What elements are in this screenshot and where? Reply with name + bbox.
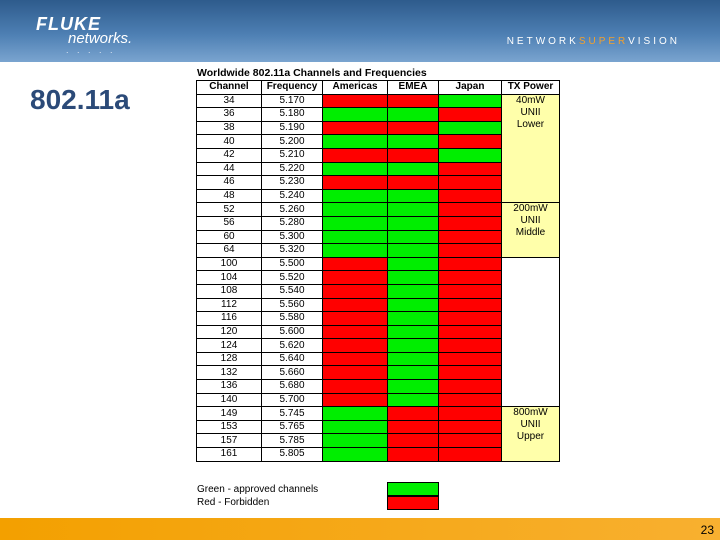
emea-status-cell bbox=[388, 448, 439, 462]
japan-status-cell bbox=[439, 312, 502, 326]
frequency-cell: 5.700 bbox=[262, 393, 323, 407]
frequency-cell: 5.170 bbox=[262, 94, 323, 108]
emea-status-cell bbox=[388, 162, 439, 176]
emea-status-cell bbox=[388, 135, 439, 149]
emea-status-cell bbox=[388, 244, 439, 258]
japan-status-cell bbox=[439, 230, 502, 244]
channel-cell: 112 bbox=[197, 298, 262, 312]
channel-cell: 128 bbox=[197, 352, 262, 366]
brand-logo-fluke: FLUKE bbox=[36, 14, 101, 34]
americas-status-cell bbox=[323, 148, 388, 162]
table-header-row bbox=[197, 81, 560, 95]
emea-status-cell bbox=[388, 380, 439, 394]
japan-status-cell bbox=[439, 434, 502, 448]
channel-cell: 149 bbox=[197, 407, 262, 421]
frequency-cell: 5.640 bbox=[262, 352, 323, 366]
tx-power-line: 200mW bbox=[513, 203, 548, 215]
americas-status-cell bbox=[323, 312, 388, 326]
frequency-cell: 5.540 bbox=[262, 284, 323, 298]
emea-status-cell bbox=[388, 148, 439, 162]
channel-cell: 46 bbox=[197, 176, 262, 190]
frequency-cell: 5.210 bbox=[262, 148, 323, 162]
japan-status-cell bbox=[439, 448, 502, 462]
americas-status-cell bbox=[323, 325, 388, 339]
americas-status-cell bbox=[323, 257, 388, 271]
japan-status-cell bbox=[439, 271, 502, 285]
frequency-cell: 5.200 bbox=[262, 135, 323, 149]
japan-status-cell bbox=[439, 216, 502, 230]
footer-bar bbox=[0, 518, 720, 540]
japan-status-cell bbox=[439, 366, 502, 380]
table-row bbox=[197, 94, 560, 108]
tx-power-empty-cell bbox=[502, 257, 560, 407]
japan-status-cell bbox=[439, 257, 502, 271]
tx-power-middle-cell bbox=[502, 203, 560, 257]
channel-frequency-table bbox=[196, 80, 560, 462]
brand-logo-networks: networks. bbox=[68, 30, 133, 47]
tagline-part1: NETWORK bbox=[506, 36, 579, 47]
channel-cell: 56 bbox=[197, 216, 262, 230]
japan-status-cell bbox=[439, 393, 502, 407]
channel-cell: 108 bbox=[197, 284, 262, 298]
col-header-tx-power: TX Power bbox=[502, 81, 560, 95]
tx-power-line: 40mW bbox=[516, 94, 545, 106]
americas-status-cell bbox=[323, 230, 388, 244]
table-body bbox=[197, 94, 560, 461]
frequency-cell: 5.660 bbox=[262, 366, 323, 380]
channel-cell: 120 bbox=[197, 325, 262, 339]
japan-status-cell bbox=[439, 339, 502, 353]
col-header-japan: Japan bbox=[439, 81, 502, 95]
japan-status-cell bbox=[439, 298, 502, 312]
emea-status-cell bbox=[388, 366, 439, 380]
tx-power-line: UNII bbox=[520, 419, 541, 431]
col-header-americas: Americas bbox=[323, 81, 388, 95]
emea-status-cell bbox=[388, 312, 439, 326]
americas-status-cell bbox=[323, 420, 388, 434]
emea-status-cell bbox=[388, 420, 439, 434]
frequency-cell: 5.620 bbox=[262, 339, 323, 353]
legend-red-swatch bbox=[387, 496, 439, 510]
channel-cell: 116 bbox=[197, 312, 262, 326]
americas-status-cell bbox=[323, 352, 388, 366]
channel-cell: 60 bbox=[197, 230, 262, 244]
americas-status-cell bbox=[323, 393, 388, 407]
japan-status-cell bbox=[439, 189, 502, 203]
americas-status-cell bbox=[323, 380, 388, 394]
col-header-frequency: Frequency bbox=[262, 81, 323, 95]
japan-status-cell bbox=[439, 325, 502, 339]
col-header-emea: EMEA bbox=[388, 81, 439, 95]
tagline-part2: SUPER bbox=[578, 36, 629, 47]
americas-status-cell bbox=[323, 407, 388, 421]
emea-status-cell bbox=[388, 94, 439, 108]
emea-status-cell bbox=[388, 121, 439, 135]
frequency-cell: 5.600 bbox=[262, 325, 323, 339]
americas-status-cell bbox=[323, 434, 388, 448]
legend-green-swatch bbox=[387, 482, 439, 496]
emea-status-cell bbox=[388, 434, 439, 448]
channel-cell: 104 bbox=[197, 271, 262, 285]
emea-status-cell bbox=[388, 176, 439, 190]
frequency-cell: 5.520 bbox=[262, 271, 323, 285]
frequency-cell: 5.560 bbox=[262, 298, 323, 312]
slide-title: 802.11a bbox=[30, 84, 130, 115]
emea-status-cell bbox=[388, 407, 439, 421]
americas-status-cell bbox=[323, 284, 388, 298]
emea-status-cell bbox=[388, 339, 439, 353]
tx-power-line: Middle bbox=[515, 227, 546, 239]
tx-power-line: 800mW bbox=[513, 407, 548, 419]
frequency-cell: 5.280 bbox=[262, 216, 323, 230]
tagline bbox=[507, 36, 680, 47]
table-row bbox=[197, 407, 560, 421]
frequency-cell: 5.580 bbox=[262, 312, 323, 326]
emea-status-cell bbox=[388, 203, 439, 217]
americas-status-cell bbox=[323, 216, 388, 230]
page-number: 23 bbox=[700, 523, 714, 537]
frequency-cell: 5.190 bbox=[262, 121, 323, 135]
frequency-cell: 5.500 bbox=[262, 257, 323, 271]
japan-status-cell bbox=[439, 176, 502, 190]
channel-cell: 124 bbox=[197, 339, 262, 353]
americas-status-cell bbox=[323, 366, 388, 380]
frequency-cell: 5.240 bbox=[262, 189, 323, 203]
americas-status-cell bbox=[323, 135, 388, 149]
americas-status-cell bbox=[323, 339, 388, 353]
frequency-cell: 5.765 bbox=[262, 420, 323, 434]
emea-status-cell bbox=[388, 325, 439, 339]
emea-status-cell bbox=[388, 393, 439, 407]
americas-status-cell bbox=[323, 244, 388, 258]
frequency-cell: 5.805 bbox=[262, 448, 323, 462]
japan-status-cell bbox=[439, 407, 502, 421]
channel-cell: 34 bbox=[197, 94, 262, 108]
tagline-part3: VISION bbox=[628, 36, 680, 47]
channel-cell: 64 bbox=[197, 244, 262, 258]
emea-status-cell bbox=[388, 189, 439, 203]
frequency-cell: 5.230 bbox=[262, 176, 323, 190]
tx-power-line: Upper bbox=[516, 431, 545, 443]
table-title: Worldwide 802.11a Channels and Frequencies bbox=[197, 67, 427, 79]
americas-status-cell bbox=[323, 448, 388, 462]
japan-status-cell bbox=[439, 420, 502, 434]
frequency-cell: 5.745 bbox=[262, 407, 323, 421]
japan-status-cell bbox=[439, 380, 502, 394]
frequency-cell: 5.180 bbox=[262, 108, 323, 122]
japan-status-cell bbox=[439, 203, 502, 217]
emea-status-cell bbox=[388, 230, 439, 244]
japan-status-cell bbox=[439, 244, 502, 258]
americas-status-cell bbox=[323, 108, 388, 122]
channel-cell: 44 bbox=[197, 162, 262, 176]
japan-status-cell bbox=[439, 162, 502, 176]
channel-cell: 38 bbox=[197, 121, 262, 135]
channel-cell: 100 bbox=[197, 257, 262, 271]
channel-cell: 52 bbox=[197, 203, 262, 217]
emea-status-cell bbox=[388, 352, 439, 366]
americas-status-cell bbox=[323, 94, 388, 108]
japan-status-cell bbox=[439, 135, 502, 149]
japan-status-cell bbox=[439, 108, 502, 122]
channel-cell: 136 bbox=[197, 380, 262, 394]
americas-status-cell bbox=[323, 121, 388, 135]
japan-status-cell bbox=[439, 284, 502, 298]
americas-status-cell bbox=[323, 162, 388, 176]
tx-power-line: Lower bbox=[516, 118, 545, 130]
channel-cell: 42 bbox=[197, 148, 262, 162]
channel-cell: 161 bbox=[197, 448, 262, 462]
channel-cell: 40 bbox=[197, 135, 262, 149]
frequency-cell: 5.300 bbox=[262, 230, 323, 244]
emea-status-cell bbox=[388, 108, 439, 122]
channel-cell: 36 bbox=[197, 108, 262, 122]
channel-cell: 157 bbox=[197, 434, 262, 448]
japan-status-cell bbox=[439, 352, 502, 366]
americas-status-cell bbox=[323, 176, 388, 190]
japan-status-cell bbox=[439, 94, 502, 108]
emea-status-cell bbox=[388, 257, 439, 271]
channel-cell: 48 bbox=[197, 189, 262, 203]
channel-cell: 153 bbox=[197, 420, 262, 434]
legend-red-label: Red - Forbidden bbox=[197, 497, 270, 508]
tx-power-line: UNII bbox=[520, 215, 541, 227]
frequency-cell: 5.680 bbox=[262, 380, 323, 394]
japan-status-cell bbox=[439, 121, 502, 135]
japan-status-cell bbox=[439, 148, 502, 162]
americas-status-cell bbox=[323, 203, 388, 217]
frequency-cell: 5.260 bbox=[262, 203, 323, 217]
frequency-cell: 5.785 bbox=[262, 434, 323, 448]
emea-status-cell bbox=[388, 284, 439, 298]
tx-power-upper-cell bbox=[502, 407, 560, 461]
header-banner bbox=[0, 0, 720, 62]
table-row bbox=[197, 257, 560, 271]
frequency-cell: 5.220 bbox=[262, 162, 323, 176]
americas-status-cell bbox=[323, 271, 388, 285]
emea-status-cell bbox=[388, 216, 439, 230]
col-header-channel: Channel bbox=[197, 81, 262, 95]
tx-power-line: UNII bbox=[520, 106, 541, 118]
americas-status-cell bbox=[323, 298, 388, 312]
brand-logo-dots: . . . . . bbox=[66, 45, 116, 55]
frequency-cell: 5.320 bbox=[262, 244, 323, 258]
emea-status-cell bbox=[388, 271, 439, 285]
emea-status-cell bbox=[388, 298, 439, 312]
legend-green-label: Green - approved channels bbox=[197, 484, 319, 495]
americas-status-cell bbox=[323, 189, 388, 203]
table-row bbox=[197, 203, 560, 217]
channel-cell: 132 bbox=[197, 366, 262, 380]
channel-cell: 140 bbox=[197, 393, 262, 407]
tx-power-lower-cell bbox=[502, 94, 560, 203]
